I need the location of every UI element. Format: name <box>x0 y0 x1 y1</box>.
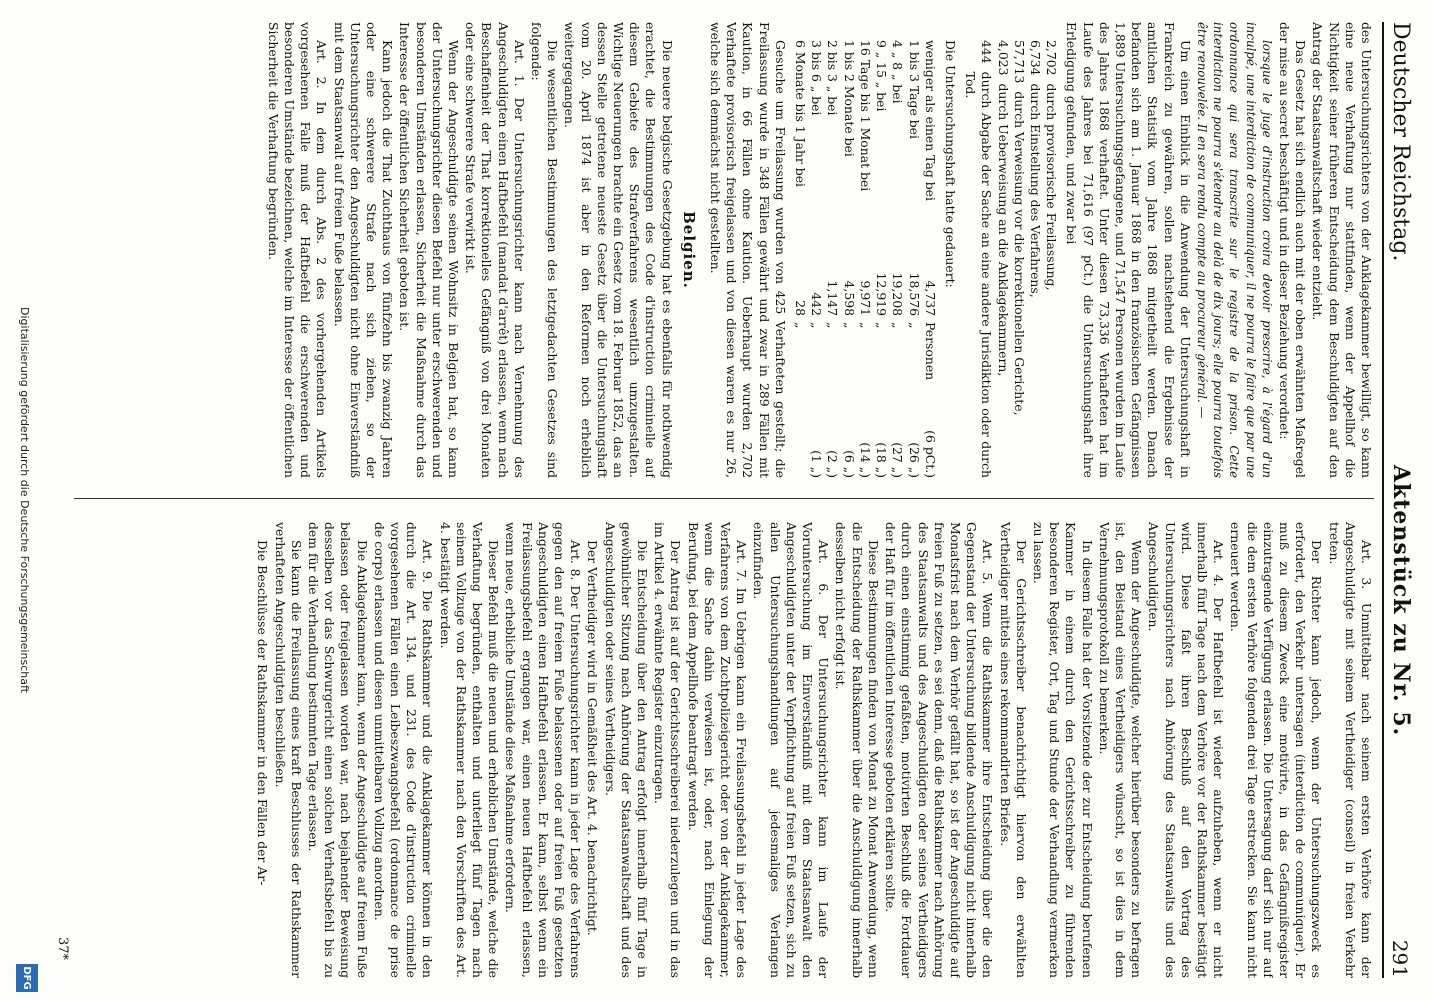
paragraph: Kann jedoch die That Zuchthaus von fünfzehn bis zwanzig Jahren oder eine schwerere Strafe nach sich ziehen, so der Untersuchungsrichter den Angeschuldigten nicht ohne Einverständniß mit dem Staatsanwalt auf freiem Fuße belassen. <box>331 22 396 478</box>
article-8: Art. 8. Der Untersuchungsrichter kann in jeder Lage des Verfahrens gegen den auf freiem Fuße belassenen oder auf freien Fuß gesetzten Angeschuldigten einen Haftbefehl erlassen. Er kann, selbst wenn ein Freilassungsbefehl ergangen war, einen neuen Haftbefehl erlassen, wenn neue, erhebliche Umstände diese Maßnahme erfordern. <box>503 522 584 978</box>
running-head-left: Deutscher Reichstag. <box>1388 22 1413 262</box>
outcome-row <box>994 40 1010 478</box>
duration-row <box>857 40 873 478</box>
paragraph: Der Gerichtsschreiber benachrichtigt hiervon den erwählten Vertheidiger mittels eines rekommandirten Briefes. <box>997 522 1029 978</box>
paragraph: Wenn der Angeschuldigte seinen Wohnsitz in Belgien hat, so kann der Untersuchungsrichter diesen Befehl nur unter erschwerenden und besonderen Umständen erlassen, Sicherheit die Maßnahme durch das Interesse der öffentlichen Sicherheit geboten ist. <box>397 22 462 478</box>
paragraph: Der Antrag ist auf der Gerichtsschreiberei niederzulegen und in das im Artikel 4. erwähnte Register einzutragen. <box>652 522 684 978</box>
paragraph: Die Beschlüsse der Rathskammer in den Fällen der Ar- <box>255 540 271 886</box>
duration-count: 4,737 <box>922 280 938 316</box>
duration-row <box>873 40 889 478</box>
duration-percent: (1 „) <box>809 450 825 478</box>
duration-label: 2 bis 3 „ bei <box>825 40 841 116</box>
outcome-text: durch Einstellung des Verfahrens, <box>1027 83 1043 298</box>
article-3: Art. 3. Unmittelbar nach seinem ersten Verhöre kann der Angeschuldigte mit seinem Vertheidiger (conseil) in freien Verkehr treten. <box>1326 522 1374 978</box>
duration-label: 6 Monate bis 1 Jahr bei <box>793 40 809 188</box>
duration-label: weniger als einen Tag bei <box>922 40 938 201</box>
duration-percent: (14 „) <box>857 442 873 478</box>
paragraph: Dieser Befehl muß die neuen und erheblichen Umstände, welche die Verhaftung begründen, enthalten und unterliegt fünf Tagen nach seinem Vollzuge von der Rathskammer nach den Vorschriften des Art. 4. bestätigt werden. <box>437 522 502 978</box>
page-number: 291 <box>1388 939 1412 978</box>
paragraph: des Untersuchungsrichters von der Anklagekammer bewilligt, so kann eine neue Verhaftung nur stattfinden, wenn der Appellhof die Nichtigkeit seiner früheren Entscheidung dem Beschuldigten auf den Antrag der Staatsanwaltschaft wieder entzieht. <box>1310 22 1374 478</box>
outcome-text: durch Verweisung vor die korrektionellen Gerichte, <box>1011 91 1027 416</box>
right-column <box>74 522 1374 978</box>
article-7: Art. 7. Im Uebrigen kann ein Freilassungsbefehl in jeder Lage des Verfahrens von dem Zuchtpolizeigericht oder von der Anklagekammer, wenn die Sache dahin verwiesen ist, oder, nach Einlegung der Berufung, bei dem Appellhofe beantragt werden. <box>685 522 750 978</box>
duration-count: 18,576 <box>906 272 922 316</box>
duration-row <box>792 40 808 478</box>
duration-unit: „ <box>825 322 841 329</box>
duration-table <box>792 40 938 478</box>
duration-row <box>824 40 840 478</box>
duration-percent: (27 „) <box>890 442 906 478</box>
duration-count: 28 <box>793 300 809 316</box>
digitization-footer: Digitalisierung gefördert durch die Deutsche Forschungsgemeinschaft <box>18 307 32 693</box>
duration-percent <box>792 418 808 478</box>
outcome-list <box>962 40 1059 478</box>
duration-percent: (26 „) <box>906 442 922 478</box>
paragraph: Die Untersuchungshaft hatte gedauert: <box>942 40 958 288</box>
outcome-row <box>1011 40 1027 478</box>
duration-count: 9,971 <box>857 280 873 316</box>
outcome-value: 4,023 <box>995 40 1011 76</box>
paragraph: Sie kann die Freilassung eines kraft Beschlusses der Rathskammer verhafteten Angeschuldigten beschließen. <box>272 522 304 978</box>
paragraph: Die Anklagekammer kann, wenn der Angeschuldigte auf freiem Fuße belassen oder freigelassen worden war, nach bejahender Beweisung desselben vor das Schwurgericht einen solchen Verhaftsbefehl bis zu dem für die Verhandlung bestimmten Tage erlassen. <box>306 522 370 978</box>
paragraph: Die wesentlichen Bestimmungen des letztgedachten Gesetzes sind folgende: <box>529 22 561 478</box>
french-quotation: lorsque le juge d'instruction croira devoir prescrire, à l'égard d'un inculpé, une interdiction de communiquer, il ne pourra le faire que par une ordonnance qui sera transcrite sur le registre de la prison. Cette interdiction ne pourra s'étendre au delà de dix jours; elle pourra toutefois être renouvelée. Il en sera rendu compte au procureur général. — <box>1194 22 1274 478</box>
duration-row <box>889 40 905 478</box>
outcome-row <box>962 40 994 478</box>
duration-row <box>922 40 938 478</box>
outcome-text: durch Ueberweisung an die Anklagekammern, <box>995 83 1011 377</box>
duration-count: 19,208 <box>890 272 906 316</box>
section-title-belgium: Belgien. <box>679 211 698 289</box>
outcome-value: 2,702 <box>1044 40 1060 76</box>
duration-label: 1 bis 2 Monate bei <box>841 40 857 157</box>
duration-unit: „ <box>809 322 825 329</box>
paragraph: Das Gesetz hat sich endlich auch mit der oben erwähnten Maßregel der mise au secret beschäftigt und in dieser Beziehung verordnet: <box>1276 22 1309 478</box>
paragraph: Der Richter kann jedoch, wenn der Untersuchungszweck es erfordert, den Verkehr untersagen (interdiction de communiquer). Er muß zu diesem Zweck eine motivirte, in das Gefängnißregister einzutragende Verfügung erlassen. Die Untersagung darf sich nur auf die dem ersten Verhöre folgenden drei Tage erstrecken. Sie kann nicht erneuert werden. <box>1228 522 1325 978</box>
duration-percent: (6 pCt.) <box>922 430 938 478</box>
signature-mark: 37* <box>55 936 70 960</box>
outcome-value: 57,713 <box>1011 40 1027 84</box>
paragraph: Die Entscheidung über den Antrag erfolgt innerhalb fünf Tage in gewöhnlicher Sitzung nach Anhörung der Staatsanwaltschaft und des Angeschuldigten oder seines Vertheidigers. <box>602 522 651 978</box>
duration-percent: (6 „) <box>841 450 857 478</box>
article-6: Art. 6. Der Untersuchungsrichter kann im Laufe der Voruntersuchung im Einverständniß mit dem Staatsanwalt den Angeschuldigten unter der Verpflichtung auf freien Fuß setzen, sich zu allen Untersuchungshandlungen auf jedesmaliges Verlangen einzufinden. <box>751 522 832 978</box>
running-head <box>1382 22 1414 978</box>
article-5: Art. 5. Wenn die Rathskammer ihre Entscheidung über die den Gegenstand der Untersuchung bildende Anschuldigung nicht innerhalb Monatsfrist nach dem Verhör gefällt hat, so ist der Angeschuldigte auf freien Fuß zu setzen, es sei denn, daß die Rathskammer nach Anhörung des Staatsanwalts und des Angeschuldigten oder seines Vertheidigers durch einen einstimmig gefaßten, motivirten Beschluß die Fortdauer der Haft für im öffentlichen Interesse geboten erklären sollte. <box>883 522 996 978</box>
duration-percent: (18 „) <box>874 442 890 478</box>
duration-count: 442 <box>809 292 825 316</box>
outcome-text: durch provisorische Freilassung, <box>1044 83 1060 291</box>
duration-unit: „ <box>906 322 922 329</box>
duration-label: 4 „ 8 „ bei <box>890 40 906 104</box>
duration-count: 4,598 <box>841 280 857 316</box>
duration-label: 16 Tage bis 1 Monat bei <box>857 40 873 192</box>
paragraph: Wenn der Angeschuldigte, welcher hierüber besonders zu befragen ist, den Beistand eines Vertheidigers wünscht, so ist dies in dem Vernehmungsprotokoll zu bemerken. <box>1096 522 1145 978</box>
article-4: Art. 4. Der Haftbefehl ist wieder aufzuheben, wenn er nicht innerhalb fünf Tage nach dem Verhöre vor der Rathskammer bestätigt wird. Diese faßt ihren Beschluß auf den Vortrag des Untersuchungsrichters nach Anhörung des Staatsanwalts und des Angeschuldigten. <box>1146 522 1227 978</box>
duration-row <box>841 40 857 478</box>
duration-label: 1 bis 3 Tage bei <box>906 40 922 139</box>
running-head-title: Aktenstück zu Nr. 5. <box>1388 464 1414 737</box>
paragraph: Die neuere belgische Gesetzgebung hat es ebenfalls für nothwendig erachtet, die Bestimmungen des Code d'instruction criminelle auf diesem Gebiete des Strafverfahrens wesentlich umzugestalten. Wichtige Neuerungen brachte ein Gesetz vom 18. Februar 1852, das an dessen Stelle getretene neueste Gesetz über die Untersuchungshaft vom 20. April 1874 ist aber in den Reformen noch erheblich weitergegangen. <box>562 22 675 478</box>
outcome-row <box>1027 40 1043 478</box>
duration-unit: „ <box>841 322 857 329</box>
outcome-text: durch Abgabe der Sache an eine andere Jurisdiktion oder durch Tod. <box>963 71 995 478</box>
left-column <box>74 22 1374 478</box>
duration-unit: Personen <box>922 322 938 381</box>
duration-unit: „ <box>874 322 890 329</box>
duration-percent: (2 „) <box>825 450 841 478</box>
duration-unit: „ <box>890 322 906 329</box>
duration-unit: „ <box>793 322 809 329</box>
paragraph: Der Vertheidiger wird in Gemäßheit des Art. 4. benachrichtigt. <box>585 540 601 936</box>
duration-row <box>808 40 824 478</box>
paragraph: Gesuche um Freilassung wurden von 425 Verhafteten gestellt; die Freilassung wurde in 348 Fällen gewährt und zwar in 289 Fällen mit Kaution, in 66 Fällen ohne Kaution. Ueberhaupt wurden 2,702 Verhaftete provisorisch freigelassen und von diesen waren es nur 26, welche sich demnächst nicht gestellten. <box>708 22 788 478</box>
duration-label: 9 „ 15 „ bei <box>874 40 890 112</box>
outcome-value: 444 <box>979 40 995 64</box>
dfg-logo: DFG <box>16 964 38 992</box>
paragraph: In diesem Falle hat der Vorsitzende der zur Entscheidung berufenen Kammer in einem durch den Gerichtsschreiber zu führenden besonderen Register, Ort, Tag und Stunde der Verhandlung vermerken zu lassen. <box>1030 522 1095 978</box>
duration-row <box>905 40 921 478</box>
duration-count: 1,147 <box>825 280 841 316</box>
paragraph: Um einen Einblick in die Anwendung der Untersuchungshaft in Frankreich zu gewähren, sollen nachstehend die Ergebnisse der amtlichen Statistik vom Jahre 1868 mitgetheilt werden. Danach befanden sich am 1. Januar 1868 in den französischen Gefängnissen 1,889 Untersuchungsgefangene, und 71,547 Personen wurden im Laufe des Jahres 1868 verhaftet. Unter diesen 73,336 Verhafteten hat im Laufe des Jahres bei 71,616 (97 pCt.) die Untersuchungshaft ihre Erledigung gefunden, und zwar bei <box>1064 22 1193 478</box>
outcome-row <box>1043 40 1059 478</box>
duration-unit: „ <box>857 322 873 329</box>
article-1: Art. 1. Der Untersuchungsrichter kann nach Vernehmung des Angeschuldigten einen Haftbefehl (mandat d'arrêt) erlassen, wenn nach Beschaffenheit der That korrektionelles Gefängniß von drei Monaten oder eine schwerere Strafe verwirkt ist. <box>463 22 527 478</box>
outcome-value: 6,734 <box>1027 40 1043 76</box>
duration-label: 3 bis 6 „ bei <box>809 40 825 116</box>
article-9: Art. 9. Die Rathskammer und die Anklagekammer können in den durch die Art. 134. und 231. des Code d'instruction criminelle vorgesehenen Fällen einen Leibeszwangsbefehl (ordonnance de prise de corps) erlassen und diesen unmittelbaren Vollzug anordnen. <box>371 522 436 978</box>
article-2: Art. 2. In dem durch Abs. 2 des vorhergehenden Artikels vorgesehenen Falle muß der Haftbefehl die erschwerenden und besonderen Umstände bezeichnen, welche im Interesse der öffentlichen Sicherheit die Verhaftung begründen. <box>265 22 330 478</box>
column-divider <box>74 498 1374 499</box>
paragraph: Diese Bestimmungen finden von Monat zu Monat Anwendung, wenn die Entscheidung der Rathskammer über die Anschuldigung innerhalb desselben nicht erfolgt ist. <box>833 522 881 978</box>
duration-count: 12,919 <box>874 272 890 316</box>
